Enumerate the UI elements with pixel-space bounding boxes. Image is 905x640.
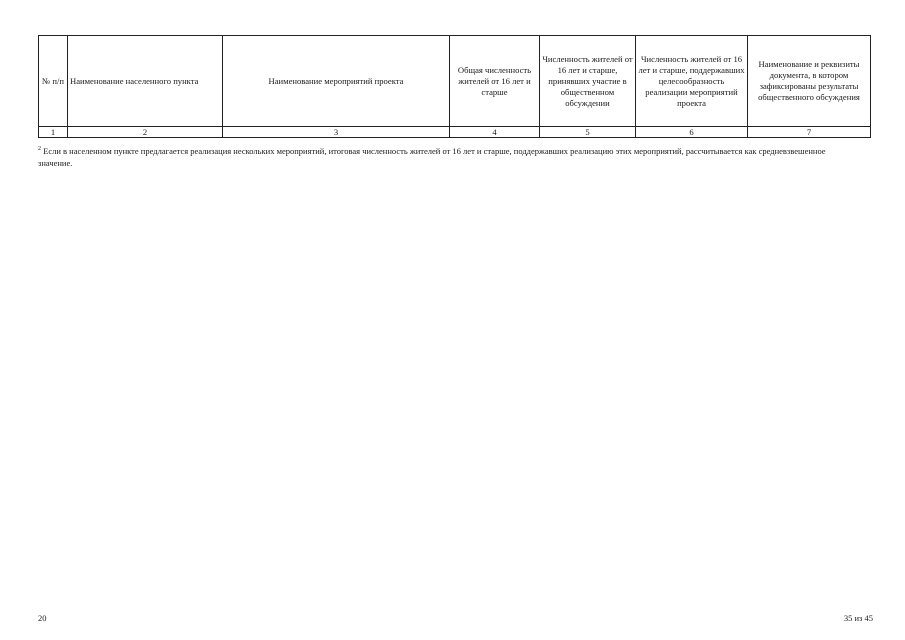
header-cell-participants: Численность жителей от 16 лет и старше, принявших участие в общественном обсуждении	[540, 36, 636, 127]
footnote	[38, 145, 858, 169]
data-table	[38, 35, 871, 138]
page-counter: 35 из 45	[843, 613, 873, 623]
column-number: 5	[540, 127, 636, 138]
column-number: 3	[223, 127, 450, 138]
column-number: 2	[68, 127, 223, 138]
column-number-row	[39, 127, 871, 138]
column-number: 6	[636, 127, 748, 138]
table-header-row	[39, 36, 871, 127]
header-cell-document: Наименование и реквизиты документа, в котором зафиксированы результаты общественного обсуждения	[748, 36, 871, 127]
footnote-text: Если в населенном пункте предлагается реализация нескольких мероприятий, итоговая численность жителей от 16 лет и старше, поддержавших реализацию этих мероприятий, рассчитывается как средневзвешенное значение.	[38, 146, 826, 168]
column-number: 7	[748, 127, 871, 138]
header-cell-settlement: Наименование населенного пункта	[68, 36, 223, 127]
header-cell-total-residents: Общая численность жителей от 16 лет и старше	[450, 36, 540, 127]
header-cell-activities: Наименование мероприятий проекта	[223, 36, 450, 127]
footnote-marker: 2	[38, 146, 41, 152]
header-cell-number: № п/п	[39, 36, 68, 127]
page-number-left: 20	[38, 613, 47, 623]
header-cell-supporters: Численность жителей от 16 лет и старше, поддержавших целесообразность реализации мероприятий проекта	[636, 36, 748, 127]
column-number: 4	[450, 127, 540, 138]
column-number: 1	[39, 127, 68, 138]
